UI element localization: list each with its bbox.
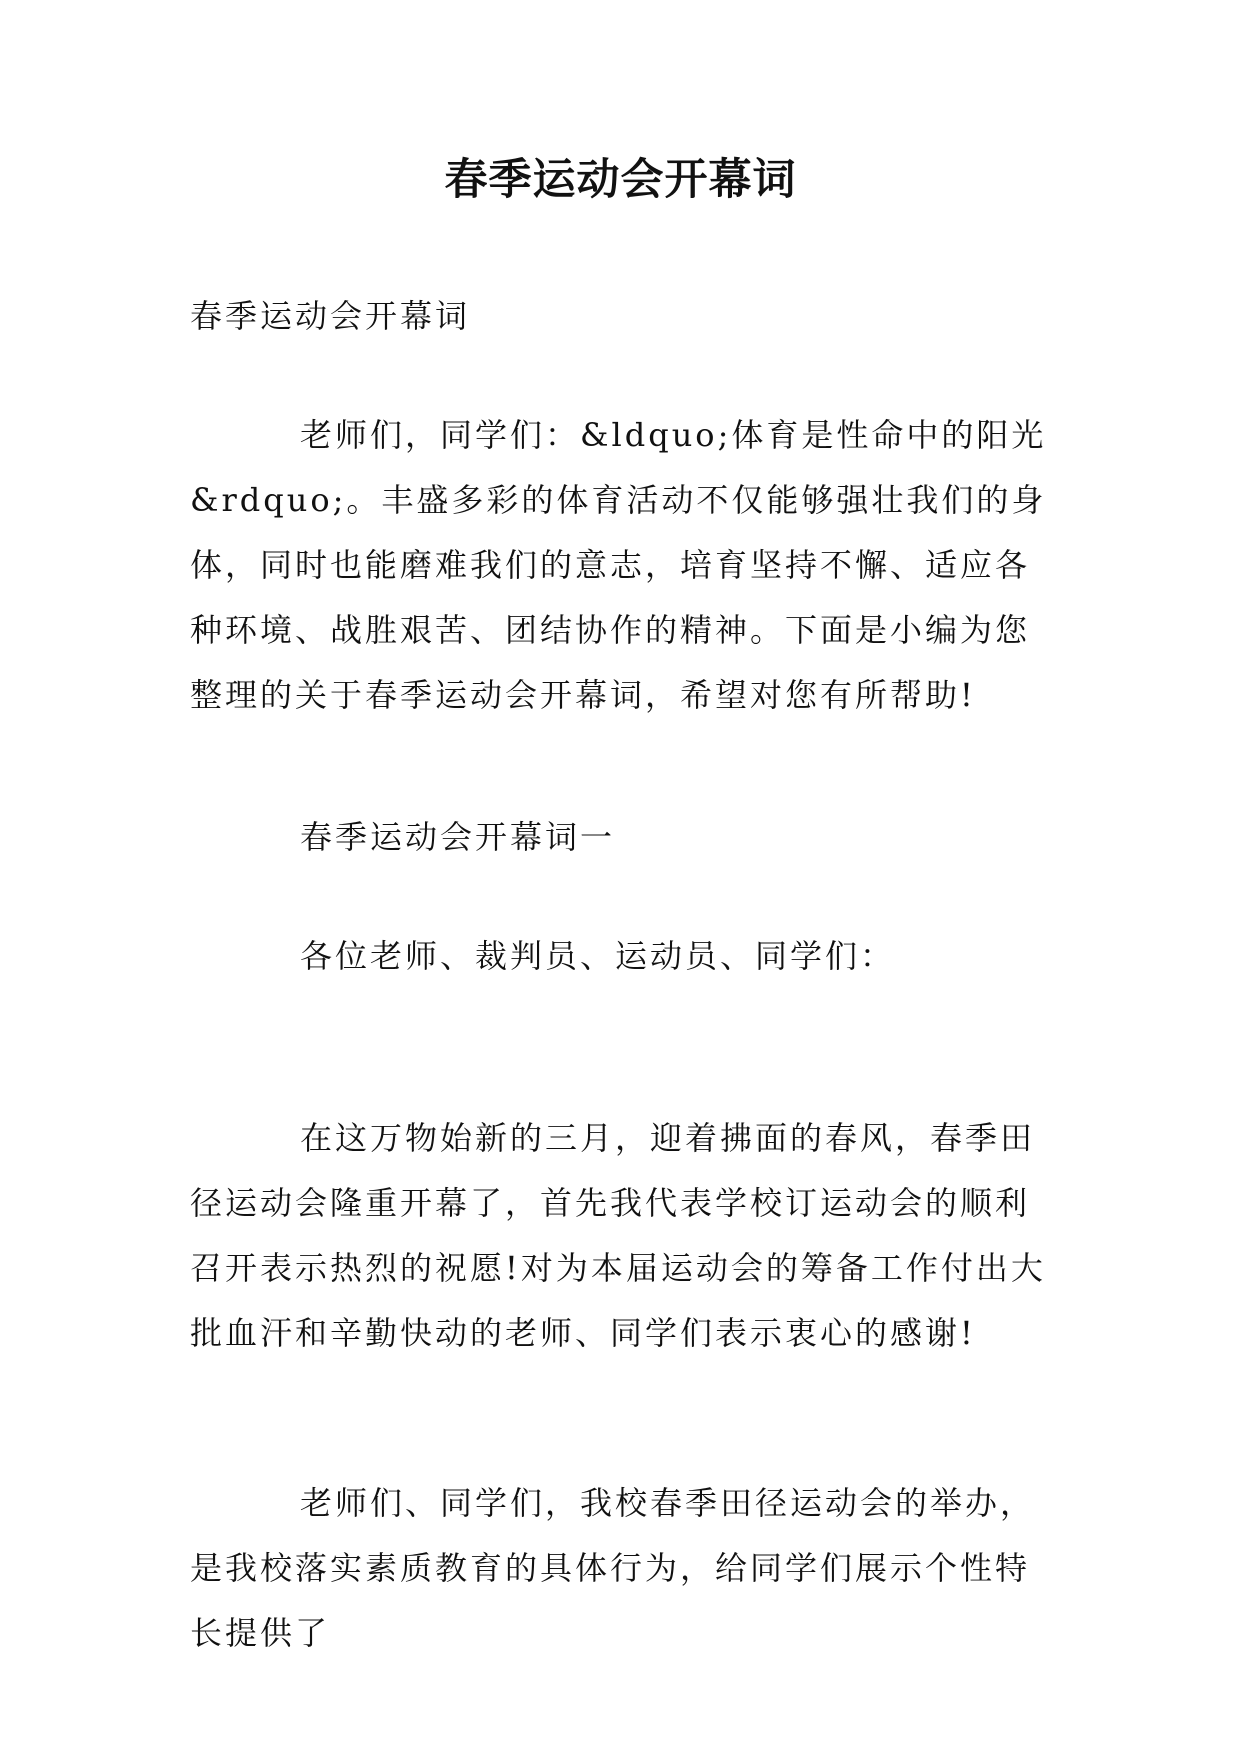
document-subtitle: 春季运动会开幕词 [190,297,471,335]
body-paragraph-2: 老师们、同学们，我校春季田径运动会的举办，是我校落实素质教育的具体行为，给同学们展示个性特长提供了 [190,1484,1036,1652]
document-title: 春季运动会开幕词 [444,155,797,205]
section-heading: 春季运动会开幕词一 [300,818,616,856]
salutation: 各位老师、裁判员、运动员、同学们： [300,937,896,975]
body-paragraph-1: 在这万物始新的三月，迎着拂面的春风，春季田径运动会隆重开幕了，首先我代表学校订运动会的顺利召开表示热烈的祝愿!对为本届运动会的筹备工作付出大批血汗和辛勤快动的老师、同学们表示衷心的感谢! [190,1119,1046,1352]
intro-paragraph: 老师们，同学们：&ldquo;体育是性命中的阳光&rdquo;。丰盛多彩的体育活动不仅能够强壮我们的身体，同时也能磨难我们的意志，培育坚持不懈、适应各种环境、战胜艰苦、团结协作的精神。下面是小编为您整理的关于春季运动会开幕词，希望对您有所帮助! [190,416,1047,714]
